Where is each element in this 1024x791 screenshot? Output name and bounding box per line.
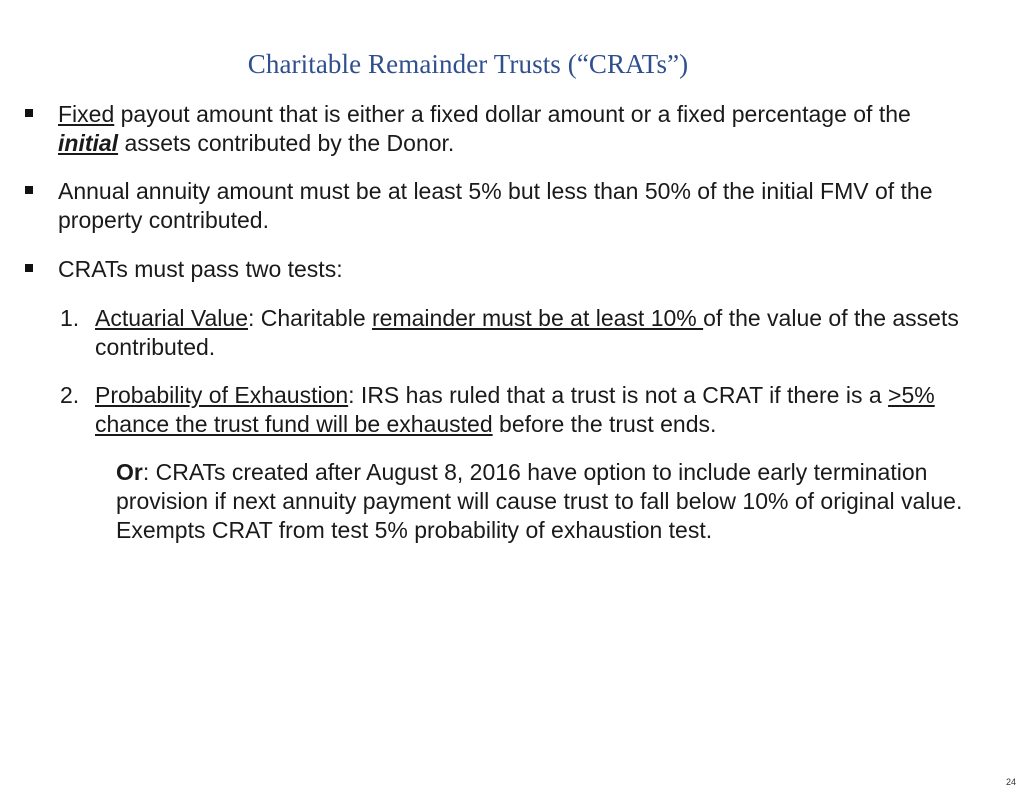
text-segment: assets contributed by the Donor.: [118, 130, 455, 156]
slide-title: Charitable Remainder Trusts (“CRATs”): [247, 49, 689, 79]
text-initial: initial: [58, 130, 119, 156]
or-label: Or: [116, 459, 143, 485]
bullet-text: [58, 177, 958, 235]
page-number: 24: [1005, 777, 1016, 787]
text-segment: Annual annuity amount must be at least 5% but less than 50% of the initial FMV of the property contributed.: [58, 178, 933, 233]
text-segment: payout amount that is either a fixed dollar amount or a fixed percentage of the: [114, 101, 911, 127]
bullet-text: [58, 100, 958, 158]
text-probability-of-exhaustion: Probability of Exhaustion: [95, 382, 349, 408]
text-remainder-rule: remainder must be at least 10%: [372, 305, 704, 331]
square-bullet-icon: [25, 109, 33, 117]
text-segment: : Charitable: [248, 305, 373, 331]
bullet-text: [58, 255, 958, 284]
square-bullet-icon: [25, 186, 33, 194]
text-exhaustion-chance: >5% chance the trust fund will be exhausted: [95, 382, 935, 437]
list-number: 1.: [60, 305, 80, 331]
list-number: 2.: [60, 382, 80, 408]
text-actuarial-value: Actuarial Value: [95, 305, 248, 331]
text-segment: : IRS has ruled that a trust is not a CRAT if there is a: [348, 382, 889, 408]
or-note: [116, 458, 976, 545]
test-text: [95, 381, 965, 439]
test-text: [95, 304, 965, 362]
text-segment: CRATs must pass two tests:: [58, 256, 343, 282]
square-bullet-icon: [25, 264, 33, 272]
text-segment: of the value of the assets contributed.: [95, 305, 959, 360]
text-segment: before the trust ends.: [492, 411, 717, 437]
or-text: : CRATs created after August 8, 2016 have option to include early termination provision if next annuity payment will cause trust to fall below 10% of original value. Exempts CRAT from test 5% probability of exhaustion test.: [116, 459, 963, 543]
text-fixed: Fixed: [58, 101, 115, 127]
